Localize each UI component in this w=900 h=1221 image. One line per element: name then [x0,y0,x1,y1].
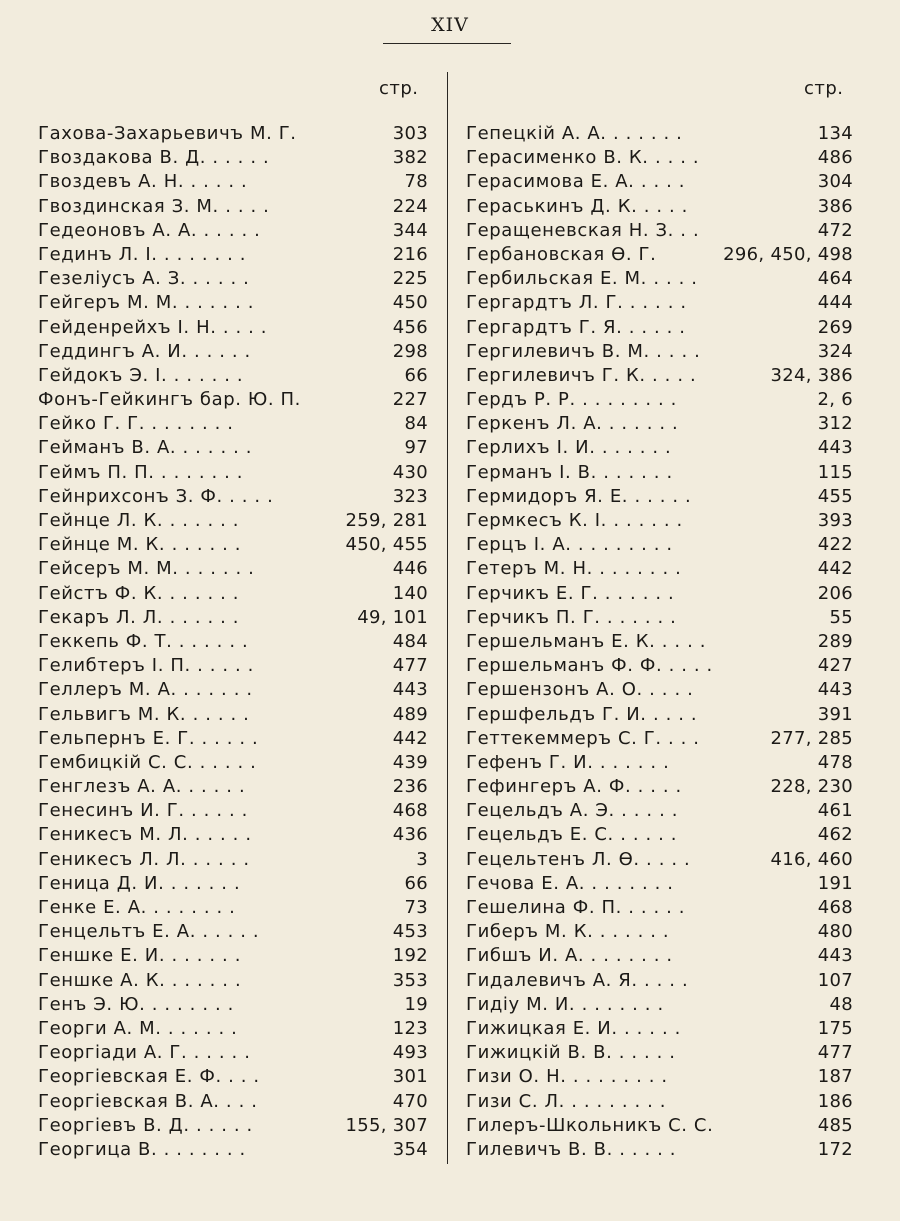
index-entry [466,654,853,678]
entry-pages: 324, 386 [770,364,853,386]
index-entry [466,703,853,727]
index-entry [38,727,428,751]
entry-pages: 123 [392,1017,428,1039]
index-entry [38,340,428,364]
entry-name: Гейнрихсонъ З. Ф. . . . . [38,485,274,507]
entry-pages: 84 [404,413,428,435]
entry-pages: 382 [392,147,428,169]
entry-pages: 269 [817,316,853,338]
entry-name: Герлихъ I. И. . . . . . . [466,437,672,459]
entry-pages: 468 [392,800,428,822]
entry-pages: 478 [817,751,853,773]
entry-pages: 422 [817,534,853,556]
entry-pages: 155, 307 [345,1114,428,1136]
index-entry [38,267,428,291]
index-entry [466,291,853,315]
entry-name: Георги А. М. . . . . . . [38,1017,238,1039]
entry-pages: 224 [392,195,428,217]
index-entry [38,1041,428,1065]
entry-name: Гергилевичъ Г. К. . . . . [466,364,697,386]
right-index-column [466,122,853,1162]
entry-name: Георгица В. . . . . . . . [38,1138,246,1160]
index-entry [38,848,428,872]
entry-name: Гельпернъ Е. Г. . . . . . [38,727,259,749]
entry-name: Геттекеммеръ С. Г. . . . [466,727,700,749]
index-entry [38,557,428,581]
index-entry [38,993,428,1017]
index-entry [466,219,853,243]
index-entry [466,436,853,460]
entry-name: Гидалевичъ А. Я. . . . . [466,969,689,991]
entry-name: Гедеоновъ А. А. . . . . . [38,219,261,241]
entry-name: Гердъ Р. Р. . . . . . . . . [466,389,677,411]
index-entry [38,872,428,896]
entry-name: Гахова-Захарьевичъ М. Г. [38,123,297,144]
entry-name: Гвоздевъ А. Н. . . . . . [38,171,248,193]
entry-name: Гершельманъ Е. К. . . . . [466,630,707,652]
entry-pages: 97 [404,437,428,459]
index-entry [466,485,853,509]
index-entry [38,364,428,388]
entry-pages: 344 [392,219,428,241]
index-entry [38,243,428,267]
entry-pages: 312 [817,413,853,435]
entry-pages: 227 [392,389,428,411]
index-entry [38,436,428,460]
entry-name: Гвоздакова В. Д. . . . . . [38,147,270,169]
entry-name: Гезеліусъ А. З. . . . . . [38,268,250,290]
entry-pages: 430 [392,461,428,483]
entry-pages: 393 [817,510,853,531]
entry-pages: 493 [392,1042,428,1064]
index-entry [466,823,853,847]
entry-pages: 187 [817,1066,853,1088]
entry-name: Геркенъ Л. А. . . . . . . [466,413,679,435]
entry-pages: 462 [817,824,853,846]
entry-pages: 477 [817,1042,853,1064]
entry-pages: 353 [392,969,428,991]
entry-pages: 303 [392,123,428,144]
entry-name: Гелибтеръ I. П. . . . . . [38,655,255,677]
entry-name: Гейстъ Ф. К. . . . . . . [38,582,240,604]
entry-name: Гераськинъ Д. К. . . . . [466,195,688,217]
entry-name: Гербильская Е. М. . . . . [466,268,698,290]
entry-name: Гешелина Ф. П. . . . . . [466,897,686,918]
index-entry [466,461,853,485]
index-entry [466,582,853,606]
header-rule [383,43,511,44]
index-entry [38,485,428,509]
entry-name: Фонъ-Гейкингъ бар. Ю. П. [38,389,302,411]
entry-pages: 192 [392,945,428,967]
entry-pages: 140 [392,582,428,604]
entry-pages: 416, 460 [770,848,853,870]
entry-name: Гекаръ Л. Л. . . . . . . [38,606,240,628]
entry-pages: 436 [392,824,428,846]
column-divider [447,72,448,1164]
entry-pages: 55 [829,606,853,628]
index-entry [38,412,428,436]
entry-name: Георгіевъ В. Д. . . . . . [38,1114,253,1136]
entry-name: Гейгеръ М. М. . . . . . . [38,292,255,314]
entry-pages: 427 [817,655,853,677]
entry-name: Гершфельдъ Г. И. . . . . [466,703,698,725]
index-entry [38,799,428,823]
entry-name: Гершензонъ А. О. . . . . [466,679,694,701]
index-entry [38,1138,428,1162]
index-entry [466,533,853,557]
entry-name: Гецельдъ Е. С. . . . . . [466,824,678,846]
entry-pages: 450 [392,292,428,314]
index-entry [466,678,853,702]
entry-pages: 73 [404,897,428,918]
entry-name: Генцельтъ Е. А. . . . . . [38,921,260,943]
entry-name: Геникесъ М. Л. . . . . . [38,824,252,846]
entry-pages: 2, 6 [817,389,853,411]
entry-name: Гижицкая Е. И. . . . . . [466,1017,681,1039]
entry-pages: 49, 101 [357,606,428,628]
entry-name: Геллеръ М. А. . . . . . . [38,679,253,701]
entry-pages: 304 [817,171,853,193]
entry-name: Гефенъ Г. И. . . . . . . [466,751,670,773]
entry-pages: 391 [817,703,853,725]
entry-name: Геккепь Ф. Т. . . . . . . [38,630,249,652]
index-entry [38,896,428,920]
entry-name: Геншке Е. И. . . . . . . [38,945,242,967]
entry-pages: 66 [404,364,428,386]
index-entry [466,1114,853,1138]
entry-pages: 455 [817,485,853,507]
entry-pages: 439 [392,751,428,773]
index-entry [38,146,428,170]
entry-pages: 443 [817,945,853,967]
entry-name: Гейманъ В. А. . . . . . . [38,437,253,459]
entry-name: Гизи О. Н. . . . . . . . . [466,1066,668,1088]
entry-name: Герцъ I. А. . . . . . . . . [466,534,673,556]
entry-name: Гизи С. Л. . . . . . . . . [466,1090,667,1112]
index-entry [466,122,853,146]
index-entry [466,243,853,267]
index-entry [466,195,853,219]
index-entry [38,1090,428,1114]
index-entry [38,533,428,557]
index-entry [466,727,853,751]
entry-pages: 485 [817,1114,853,1136]
index-entry [38,219,428,243]
entry-pages: 443 [817,437,853,459]
entry-name: Геншке А. К. . . . . . . [38,969,242,991]
entry-pages: 134 [817,123,853,144]
index-entry [38,1114,428,1138]
entry-pages: 468 [817,897,853,918]
entry-pages: 19 [404,993,428,1015]
index-entry [38,823,428,847]
entry-name: Гергардтъ Г. Я. . . . . . [466,316,686,338]
entry-pages: 443 [817,679,853,701]
index-entry [38,388,428,412]
index-entry [466,872,853,896]
index-entry [466,557,853,581]
entry-name: Геращеневская Н. З. . . [466,219,700,241]
index-entry [466,969,853,993]
entry-name: Гейко Г. Г. . . . . . . . [38,413,234,435]
index-entry [466,509,853,533]
entry-name: Гижицкій В. В. . . . . . [466,1042,676,1064]
entry-name: Георгіевская В. А. . . . [38,1090,258,1112]
entry-name: Генъ Э. Ю. . . . . . . . [38,993,234,1015]
index-entry [466,146,853,170]
entry-pages: 484 [392,630,428,652]
index-entry [466,1138,853,1162]
entry-pages: 461 [817,800,853,822]
left-index-column [38,122,428,1162]
entry-pages: 472 [817,219,853,241]
entry-name: Гельвигъ М. К. . . . . . [38,703,250,725]
entry-pages: 489 [392,703,428,725]
entry-pages: 191 [817,872,853,894]
entry-pages: 289 [817,630,853,652]
index-entry [466,920,853,944]
entry-name: Геница Д. И. . . . . . . [38,872,241,894]
index-entry [466,364,853,388]
entry-pages: 464 [817,268,853,290]
entry-pages: 443 [392,679,428,701]
entry-name: Гейсеръ М. М. . . . . . . [38,558,255,580]
entry-name: Гепецкій А. А. . . . . . . [466,123,683,144]
entry-pages: 323 [392,485,428,507]
entry-name: Германъ I. В. . . . . . . [466,461,673,483]
index-entry [38,703,428,727]
index-entry [466,388,853,412]
index-entry [38,969,428,993]
entry-pages: 66 [404,872,428,894]
index-entry [466,799,853,823]
index-entry [38,509,428,533]
entry-pages: 442 [817,558,853,580]
index-entry [38,1065,428,1089]
entry-name: Гергардтъ Л. Г. . . . . . [466,292,687,314]
entry-name: Герчикъ Е. Г. . . . . . . [466,582,675,604]
entry-pages: 301 [392,1066,428,1088]
entry-name: Гилевичъ В. В. . . . . . [466,1138,677,1160]
entry-name: Геникесъ Л. Л. . . . . . [38,848,250,870]
entry-pages: 225 [392,268,428,290]
entry-pages: 172 [817,1138,853,1160]
entry-name: Георгіади А. Г. . . . . . [38,1042,251,1064]
entry-pages: 175 [817,1017,853,1039]
entry-pages: 480 [817,921,853,943]
index-entry [466,170,853,194]
entry-pages: 186 [817,1090,853,1112]
index-entry [466,751,853,775]
entry-name: Герчикъ П. Г. . . . . . . [466,606,677,628]
entry-pages: 486 [817,147,853,169]
entry-pages: 228, 230 [770,776,853,798]
index-entry [38,678,428,702]
entry-name: Гейденрейхъ I. Н. . . . . [38,316,268,338]
entry-name: Гецельдъ А. Э. . . . . . [466,800,679,822]
entry-pages: 442 [392,727,428,749]
page-number: XIV [431,14,469,36]
index-entry [466,775,853,799]
entry-name: Гербановская Ѳ. Г. [466,243,657,265]
index-entry [466,1065,853,1089]
index-entry [38,1017,428,1041]
index-entry [38,920,428,944]
entry-name: Гермкесъ К. I. . . . . . . [466,510,683,531]
entry-name: Геймъ П. П. . . . . . . . [38,461,244,483]
entry-name: Гефингеръ А. Ф. . . . . [466,776,682,798]
entry-pages: 324 [817,340,853,362]
index-entry [38,122,428,146]
entry-name: Гейнце Л. К. . . . . . . [38,510,240,531]
index-entry [38,944,428,968]
entry-pages: 236 [392,776,428,798]
index-entry [466,340,853,364]
entry-pages: 277, 285 [770,727,853,749]
index-entry [466,412,853,436]
index-entry [38,582,428,606]
entry-name: Гиберъ М. К. . . . . . . [466,921,670,943]
entry-pages: 470 [392,1090,428,1112]
entry-pages: 298 [392,340,428,362]
entry-name: Генглезъ А. А. . . . . . [38,776,246,798]
index-entry [466,267,853,291]
entry-name: Гечова Е. А. . . . . . . . [466,872,674,894]
index-entry [466,606,853,630]
entry-name: Герасимова Е. А. . . . . [466,171,686,193]
index-entry [38,775,428,799]
entry-name: Гейдокъ Э. I. . . . . . . [38,364,244,386]
entry-pages: 444 [817,292,853,314]
entry-pages: 477 [392,655,428,677]
index-entry [38,751,428,775]
index-entry [466,316,853,340]
index-entry [38,606,428,630]
entry-pages: 107 [817,969,853,991]
entry-pages: 446 [392,558,428,580]
entry-name: Гетеръ М. Н. . . . . . . . [466,558,682,580]
index-entry [466,848,853,872]
left-column-header: стр. [379,78,419,99]
index-entry [38,654,428,678]
entry-pages: 206 [817,582,853,604]
entry-pages: 453 [392,921,428,943]
entry-name: Гибшъ И. А. . . . . . . . [466,945,673,967]
index-entry [466,944,853,968]
entry-pages: 259, 281 [345,510,428,531]
index-entry [38,170,428,194]
entry-name: Гидіу М. И. . . . . . . . [466,993,664,1015]
index-entry [466,1017,853,1041]
entry-name: Гецельтенъ Л. Ѳ. . . . . [466,848,691,870]
entry-name: Гилеръ-Школьникъ С. С. [466,1114,714,1136]
entry-name: Гембицкій С. С. . . . . . [38,751,257,773]
index-entry [466,1041,853,1065]
index-entry [38,630,428,654]
index-entry [38,461,428,485]
entry-name: Гергилевичъ В. М. . . . . [466,340,701,362]
right-column-header: стр. [804,78,844,99]
index-entry [38,195,428,219]
index-entry [38,291,428,315]
entry-pages: 386 [817,195,853,217]
entry-pages: 48 [829,993,853,1015]
entry-pages: 78 [404,171,428,193]
entry-name: Георгіевская Е. Ф. . . . [38,1066,260,1088]
entry-pages: 296, 450, 498 [723,243,853,265]
index-entry [466,1090,853,1114]
index-entry [466,630,853,654]
entry-pages: 115 [817,461,853,483]
index-entry [466,993,853,1017]
entry-name: Гвоздинская З. М. . . . . [38,195,270,217]
entry-pages: 216 [392,243,428,265]
entry-name: Генесинъ И. Г. . . . . . [38,800,248,822]
entry-name: Гермидоръ Я. Е. . . . . . [466,485,692,507]
entry-name: Генке Е. А. . . . . . . . [38,897,236,918]
entry-pages: 456 [392,316,428,338]
entry-pages: 3 [416,848,428,870]
entry-name: Гейнце М. К. . . . . . . [38,534,242,556]
entry-name: Гершельманъ Ф. Ф. . . . . [466,655,713,677]
entry-name: Герасименко В. К. . . . . [466,147,700,169]
entry-pages: 354 [392,1138,428,1160]
entry-name: Геддингъ А. И. . . . . . [38,340,251,362]
entry-name: Гединъ Л. I. . . . . . . . [38,243,247,265]
entry-pages: 450, 455 [345,534,428,556]
index-entry [466,896,853,920]
index-entry [38,316,428,340]
